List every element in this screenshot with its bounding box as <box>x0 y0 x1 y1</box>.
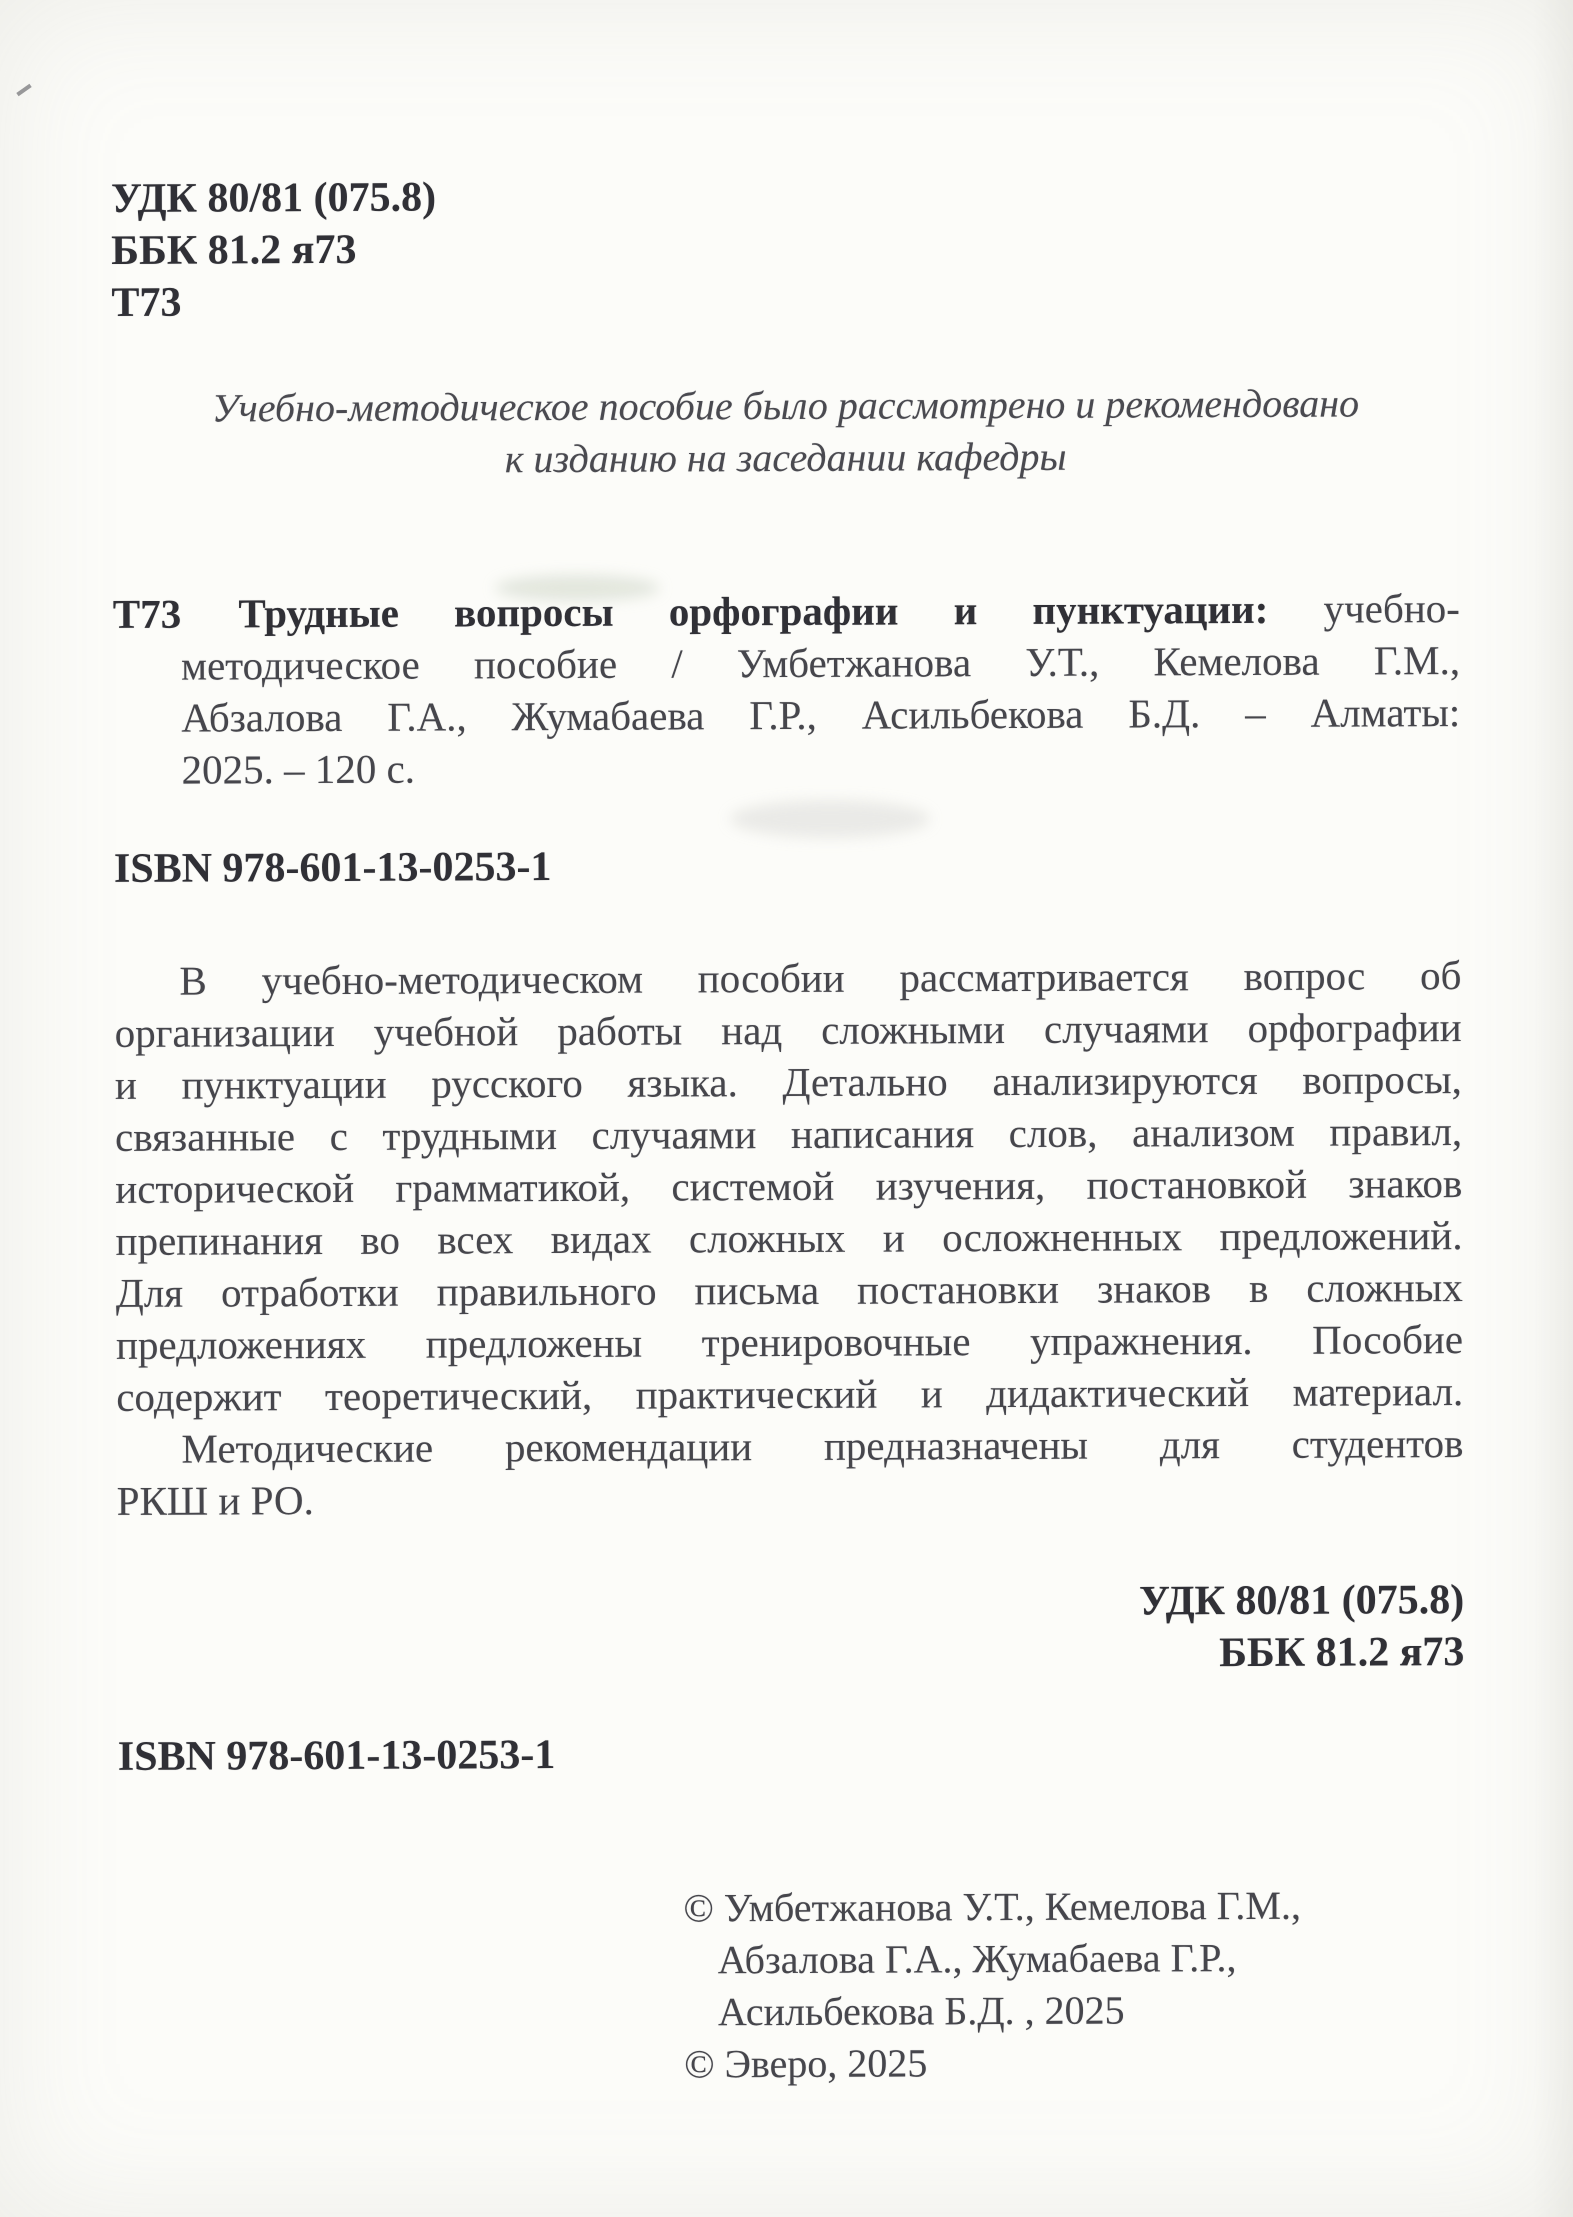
catalog-entry-text: учебно- <box>1323 585 1460 632</box>
bbk-code-top: ББК 81.2 я73 <box>111 226 357 274</box>
annotation <box>114 949 1463 1527</box>
annotation-line: исторической грамматикой, системой изучения, постановкой знаков <box>115 1160 1463 1212</box>
catalog-entry-line: методическое пособие / Умбетжанова У.Т., Кемелова Г.М., <box>180 637 1461 689</box>
annotation-line: предложениях предложены тренировочные упражнения. Пособие <box>115 1316 1464 1368</box>
udc-code-top: УДК 80/81 (075.8) <box>110 174 437 222</box>
catalog-entry-title: Трудные вопросы орфографии и пунктуации: <box>238 585 1269 637</box>
annotation-line: организации учебной работы над сложными случаями орфографии <box>114 1004 1462 1056</box>
copyright-line: Асильбекова Б.Д. , 2025 <box>717 1987 1125 2035</box>
author-sign-top: Т73 <box>111 279 182 326</box>
annotation-line: РКШ и РО. <box>116 1477 314 1524</box>
annotation-line: связанные с трудными случаями написания слов, анализом правил, <box>115 1108 1463 1160</box>
catalog-entry-line: 2025. – 120 с. <box>181 745 416 793</box>
copyright-line: Абзалова Г.А., Жумабаева Г.Р., <box>717 1935 1237 1983</box>
isbn-top: ISBN 978-601-13-0253-1 <box>113 844 552 892</box>
approval-note-line: Учебно-методическое пособие было рассмотрено и рекомендовано <box>211 380 1360 431</box>
annotation-line: В учебно-методическом пособии рассматривается вопрос об <box>179 952 1462 1004</box>
copyright-line: © Эверо, 2025 <box>684 2040 928 2087</box>
udc-code-bottom: УДК 80/81 (075.8) <box>1138 1577 1465 1625</box>
copyright-block <box>683 1879 1504 2091</box>
catalog-entry-line <box>113 582 1460 640</box>
approval-note-line: к изданию на заседании кафедры <box>504 433 1067 482</box>
annotation-line: препинания во всех видах сложных и осложненных предложений. <box>115 1212 1463 1264</box>
bibliographic-codes-top <box>111 167 1459 329</box>
catalog-entry-code: Т73 <box>112 590 182 637</box>
annotation-line: и пунктуации русского языка. Детально анализируются вопросы, <box>114 1056 1462 1108</box>
copyright-line: © Умбетжанова У.Т., Кемелова Г.М., <box>683 1882 1302 1931</box>
catalog-entry <box>113 582 1461 796</box>
bibliographic-codes-bottom <box>117 1574 1464 1684</box>
bbk-code-bottom: ББК 81.2 я73 <box>1219 1629 1465 1677</box>
isbn-bottom: ISBN 978-601-13-0253-1 <box>117 1732 556 1780</box>
annotation-line: Методические рекомендации предназначены для студентов <box>181 1420 1464 1472</box>
approval-note <box>112 377 1459 487</box>
annotation-line: Для отработки правильного письма постановки знаков в сложных <box>115 1264 1463 1316</box>
annotation-line: содержит теоретический, практический и дидактический материал. <box>116 1368 1464 1420</box>
catalog-entry-line: Абзалова Г.А., Жумабаева Г.Р., Асильбекова Б.Д. – Алматы: <box>181 689 1461 741</box>
